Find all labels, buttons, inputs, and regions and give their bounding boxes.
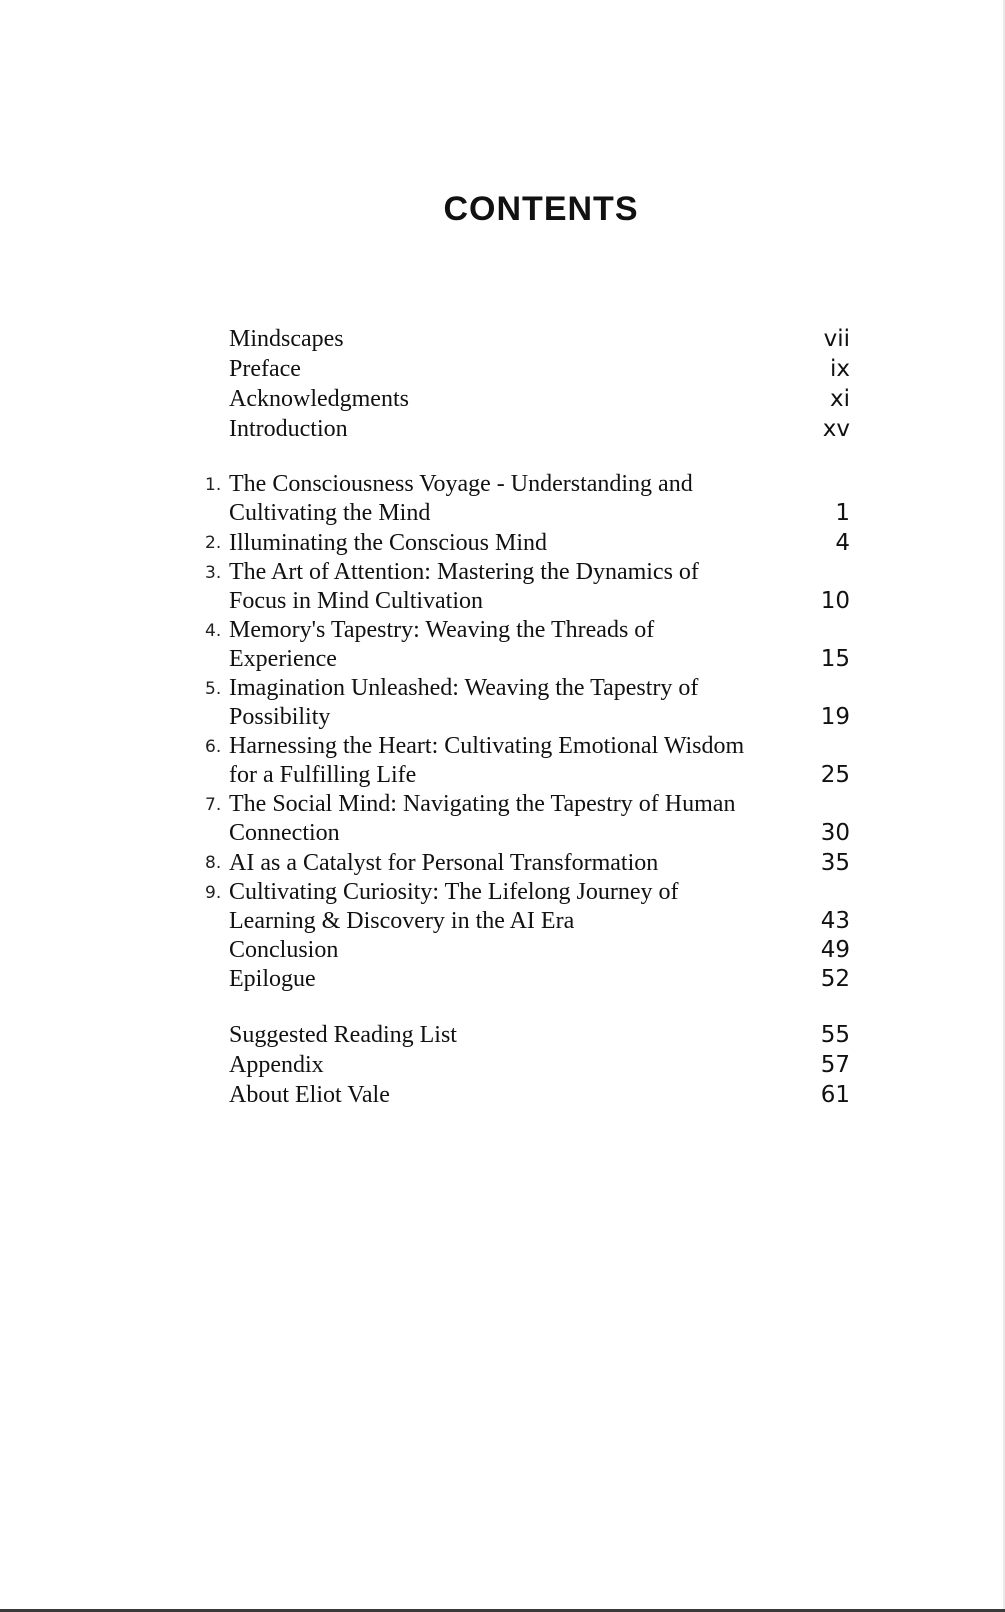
toc-entry-mindscapes[interactable] [205, 324, 850, 354]
chapter-page: 15 [820, 646, 850, 672]
entry-page: 57 [820, 1052, 850, 1078]
chapter-page: 10 [820, 588, 850, 614]
entry-page: 61 [820, 1082, 850, 1108]
toc-entry-acknowledgments[interactable] [205, 384, 850, 414]
entry-label: Suggested Reading List [229, 1022, 457, 1048]
entry-label: Appendix [229, 1052, 324, 1078]
toc-entry-chapter-9[interactable] [205, 878, 850, 936]
chapter-number: 5. [205, 679, 222, 699]
chapter-number: 4. [205, 621, 222, 641]
toc-entry-preface[interactable] [205, 354, 850, 384]
chapter-number [205, 936, 229, 937]
toc-entry-conclusion[interactable] [205, 936, 850, 965]
chapter-page: 49 [820, 937, 850, 963]
entry-label: Preface [229, 356, 301, 382]
entry-page: vii [823, 326, 850, 352]
chapter-title: Imagination Unleashed: Weaving the Tapestry of Possibility [229, 675, 699, 730]
toc-entry-suggested-reading[interactable] [205, 1020, 850, 1050]
chapter-title: Illuminating the Conscious Mind [229, 530, 547, 556]
table-of-contents [205, 324, 850, 1110]
chapters-list [205, 470, 850, 994]
toc-entry-chapter-8[interactable] [205, 848, 850, 878]
toc-entry-chapter-1[interactable] [205, 470, 850, 528]
toc-entry-chapter-4[interactable] [205, 616, 850, 674]
chapter-number: 6. [205, 737, 222, 757]
chapter-page: 1 [835, 500, 850, 526]
entry-page: ix [829, 356, 850, 382]
entry-page: 55 [820, 1022, 850, 1048]
chapter-page: 25 [820, 762, 850, 788]
toc-entry-chapter-5[interactable] [205, 674, 850, 732]
chapter-number: 9. [205, 883, 222, 903]
toc-entry-epilogue[interactable] [205, 965, 850, 994]
chapter-number: 8. [205, 853, 222, 873]
chapter-page: 35 [820, 850, 850, 876]
chapter-number: 2. [205, 533, 222, 553]
toc-entry-chapter-6[interactable] [205, 732, 850, 790]
chapter-title: Harnessing the Heart: Cultivating Emotional Wisdom for a Fulfilling Life [229, 733, 745, 788]
chapter-number: 7. [205, 795, 222, 815]
chapter-title: Epilogue [229, 966, 316, 992]
chapter-title: Memory's Tapestry: Weaving the Threads of Experience [229, 617, 655, 672]
chapter-title: The Social Mind: Navigating the Tapestry of Human Connection [229, 791, 736, 846]
page-title: CONTENTS [443, 190, 639, 228]
entry-page: xi [829, 386, 850, 412]
chapter-title: Conclusion [229, 937, 339, 963]
chapter-title: The Consciousness Voyage - Understanding and Cultivating the Mind [229, 471, 693, 526]
chapter-title: The Art of Attention: Mastering the Dynamics of Focus in Mind Cultivation [229, 559, 699, 614]
chapter-page: 19 [820, 704, 850, 730]
chapter-page: 43 [820, 908, 850, 934]
entry-label: Introduction [229, 416, 348, 442]
chapter-title: Cultivating Curiosity: The Lifelong Journey of Learning & Discovery in the AI Era [229, 879, 679, 934]
front-matter-list [205, 324, 850, 444]
entry-label: Mindscapes [229, 326, 344, 352]
toc-entry-chapter-7[interactable] [205, 790, 850, 848]
chapter-number: 3. [205, 563, 222, 583]
back-matter-list [205, 1020, 850, 1110]
chapter-title: AI as a Catalyst for Personal Transformation [229, 850, 659, 876]
chapter-page: 52 [820, 966, 850, 992]
toc-entry-introduction[interactable] [205, 414, 850, 444]
entry-label: Acknowledgments [229, 386, 409, 412]
chapter-page: 30 [820, 820, 850, 846]
chapter-page: 4 [835, 530, 850, 556]
entry-label: About Eliot Vale [229, 1082, 390, 1108]
toc-entry-about-author[interactable] [205, 1080, 850, 1110]
toc-entry-appendix[interactable] [205, 1050, 850, 1080]
toc-entry-chapter-3[interactable] [205, 558, 850, 616]
toc-entry-chapter-2[interactable] [205, 528, 850, 558]
entry-page: xv [822, 416, 850, 442]
chapter-number [205, 965, 229, 966]
chapter-number: 1. [205, 475, 222, 495]
